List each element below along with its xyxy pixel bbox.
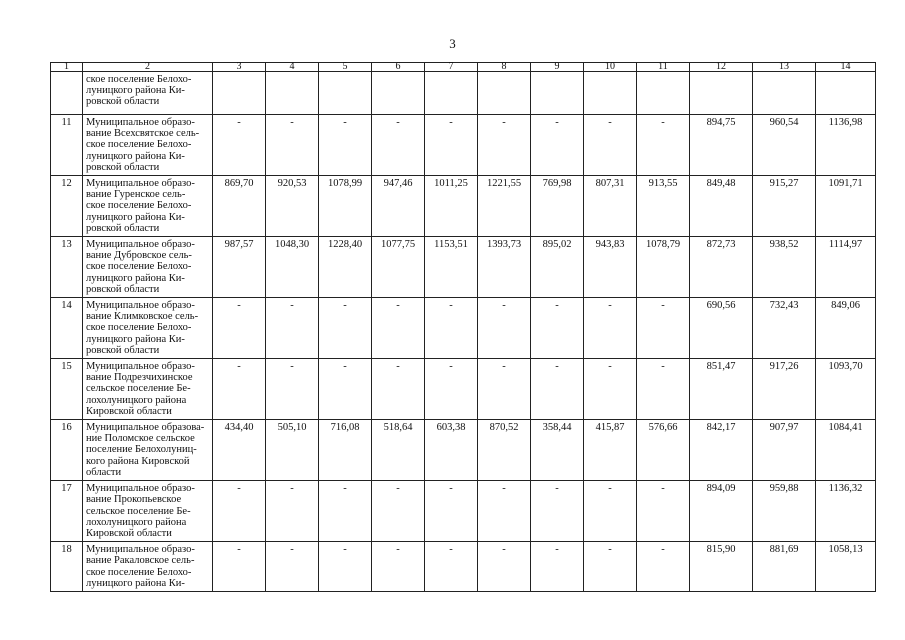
cell-value: -: [584, 542, 637, 592]
municipality-name: Муниципальное образо- вание Всехсвятское сель- ское поселение Белохо- луницкого района Ки- ровской области: [83, 115, 213, 176]
cell-value: 415,87: [584, 420, 637, 481]
cell-value: 1078,99: [319, 176, 372, 237]
cell-value: 959,88: [753, 481, 816, 542]
table-row: [51, 359, 876, 420]
row-number: [51, 72, 83, 115]
cell-value: 1136,98: [816, 115, 876, 176]
cell-value: -: [531, 359, 584, 420]
column-header: 4: [266, 63, 319, 72]
cell-value: 1093,70: [816, 359, 876, 420]
cell-value: [637, 72, 690, 115]
cell-value: -: [478, 298, 531, 359]
cell-value: 1011,25: [425, 176, 478, 237]
cell-value: 881,69: [753, 542, 816, 592]
column-header: 6: [372, 63, 425, 72]
cell-value: 716,08: [319, 420, 372, 481]
cell-value: -: [637, 115, 690, 176]
cell-value: 849,48: [690, 176, 753, 237]
row-number: 12: [51, 176, 83, 237]
cell-value: -: [637, 359, 690, 420]
cell-value: -: [531, 298, 584, 359]
cell-value: -: [531, 542, 584, 592]
cell-value: -: [319, 542, 372, 592]
municipality-name: Муниципальное образо- вание Прокопьевское сельское поселение Бе- лохолуницкого района Кировской области: [83, 481, 213, 542]
table-row: [51, 542, 876, 592]
cell-value: -: [266, 359, 319, 420]
cell-value: [753, 72, 816, 115]
cell-value: -: [478, 542, 531, 592]
cell-value: 960,54: [753, 115, 816, 176]
cell-value: 1078,79: [637, 237, 690, 298]
cell-value: -: [531, 115, 584, 176]
municipality-name: Муниципальное образо- вание Подрезчихинское сельское поселение Бе- лохолуницкого района Кировской области: [83, 359, 213, 420]
cell-value: -: [213, 359, 266, 420]
cell-value: 894,09: [690, 481, 753, 542]
cell-value: -: [266, 115, 319, 176]
cell-value: -: [637, 298, 690, 359]
column-header: 7: [425, 63, 478, 72]
cell-value: 1136,32: [816, 481, 876, 542]
cell-value: 1153,51: [425, 237, 478, 298]
cell-value: -: [425, 115, 478, 176]
cell-value: 920,53: [266, 176, 319, 237]
cell-value: 913,55: [637, 176, 690, 237]
column-header: 14: [816, 63, 876, 72]
column-header: 5: [319, 63, 372, 72]
cell-value: -: [372, 115, 425, 176]
cell-value: 947,46: [372, 176, 425, 237]
cell-value: [266, 72, 319, 115]
cell-value: -: [425, 359, 478, 420]
cell-value: -: [584, 115, 637, 176]
cell-value: 1393,73: [478, 237, 531, 298]
cell-value: 815,90: [690, 542, 753, 592]
row-number: 18: [51, 542, 83, 592]
cell-value: -: [372, 542, 425, 592]
cell-value: -: [637, 481, 690, 542]
cell-value: 1228,40: [319, 237, 372, 298]
municipality-name: Муниципальное образо- вание Гуренское сель- ское поселение Белохо- луницкого района Ки- ровской области: [83, 176, 213, 237]
cell-value: 938,52: [753, 237, 816, 298]
cell-value: [531, 72, 584, 115]
cell-value: [319, 72, 372, 115]
table-row: [51, 420, 876, 481]
municipality-name: ское поселение Белохо- луницкого района Ки- ровской области: [83, 72, 213, 115]
cell-value: 505,10: [266, 420, 319, 481]
table-row: [51, 237, 876, 298]
cell-value: -: [584, 481, 637, 542]
table-row: [51, 481, 876, 542]
cell-value: -: [478, 115, 531, 176]
cell-value: -: [266, 542, 319, 592]
cell-value: 870,52: [478, 420, 531, 481]
cell-value: 769,98: [531, 176, 584, 237]
data-table: [50, 62, 876, 592]
cell-value: -: [372, 481, 425, 542]
municipality-name: Муниципальное образо- вание Климковское сель- ское поселение Белохо- луницкого района Ки- ровской области: [83, 298, 213, 359]
cell-value: 894,75: [690, 115, 753, 176]
cell-value: 895,02: [531, 237, 584, 298]
cell-value: [372, 72, 425, 115]
row-number: 15: [51, 359, 83, 420]
cell-value: 943,83: [584, 237, 637, 298]
column-header: 1: [51, 63, 83, 72]
cell-value: 849,06: [816, 298, 876, 359]
cell-value: -: [372, 359, 425, 420]
column-header: 8: [478, 63, 531, 72]
row-number: 17: [51, 481, 83, 542]
cell-value: 690,56: [690, 298, 753, 359]
cell-value: -: [319, 115, 372, 176]
cell-value: -: [319, 359, 372, 420]
cell-value: 358,44: [531, 420, 584, 481]
cell-value: 1084,41: [816, 420, 876, 481]
column-header: 10: [584, 63, 637, 72]
cell-value: 907,97: [753, 420, 816, 481]
cell-value: -: [319, 298, 372, 359]
row-number: 14: [51, 298, 83, 359]
cell-value: -: [478, 481, 531, 542]
cell-value: 807,31: [584, 176, 637, 237]
cell-value: -: [584, 298, 637, 359]
cell-value: -: [213, 542, 266, 592]
table-row: [51, 115, 876, 176]
cell-value: -: [637, 542, 690, 592]
cell-value: 987,57: [213, 237, 266, 298]
cell-value: 732,43: [753, 298, 816, 359]
table-row: [51, 298, 876, 359]
cell-value: 603,38: [425, 420, 478, 481]
cell-value: -: [425, 542, 478, 592]
cell-value: -: [372, 298, 425, 359]
cell-value: 518,64: [372, 420, 425, 481]
cell-value: 1048,30: [266, 237, 319, 298]
cell-value: 869,70: [213, 176, 266, 237]
cell-value: [816, 72, 876, 115]
cell-value: 1221,55: [478, 176, 531, 237]
cell-value: 917,26: [753, 359, 816, 420]
column-header: 3: [213, 63, 266, 72]
cell-value: -: [213, 298, 266, 359]
cell-value: [213, 72, 266, 115]
cell-value: -: [425, 298, 478, 359]
cell-value: 434,40: [213, 420, 266, 481]
municipality-name: Муниципальное образова- ние Поломское сельское поселение Белохолуниц- кого района Кировской области: [83, 420, 213, 481]
municipality-name: Муниципальное образо- вание Ракаловское сель- ское поселение Белохо- луницкого района Ки-: [83, 542, 213, 592]
column-header: 13: [753, 63, 816, 72]
column-header: 2: [83, 63, 213, 72]
column-header: 12: [690, 63, 753, 72]
cell-value: 576,66: [637, 420, 690, 481]
cell-value: -: [213, 115, 266, 176]
cell-value: -: [266, 481, 319, 542]
cell-value: -: [425, 481, 478, 542]
cell-value: 915,27: [753, 176, 816, 237]
row-number: 13: [51, 237, 83, 298]
column-number-row: [51, 63, 876, 72]
cell-value: 1077,75: [372, 237, 425, 298]
cell-value: -: [584, 359, 637, 420]
table-row: [51, 72, 876, 115]
cell-value: [690, 72, 753, 115]
table-row: [51, 176, 876, 237]
column-header: 11: [637, 63, 690, 72]
cell-value: 851,47: [690, 359, 753, 420]
cell-value: -: [478, 359, 531, 420]
cell-value: [425, 72, 478, 115]
row-number: 11: [51, 115, 83, 176]
cell-value: 842,17: [690, 420, 753, 481]
cell-value: 872,73: [690, 237, 753, 298]
cell-value: 1091,71: [816, 176, 876, 237]
municipality-name: Муниципальное образо- вание Дубровское сель- ское поселение Белохо- луницкого района Ки- ровской области: [83, 237, 213, 298]
row-number: 16: [51, 420, 83, 481]
cell-value: -: [266, 298, 319, 359]
column-header: 9: [531, 63, 584, 72]
cell-value: -: [531, 481, 584, 542]
cell-value: -: [319, 481, 372, 542]
page-number: 3: [449, 36, 456, 51]
cell-value: -: [213, 481, 266, 542]
cell-value: [584, 72, 637, 115]
cell-value: 1058,13: [816, 542, 876, 592]
cell-value: 1114,97: [816, 237, 876, 298]
cell-value: [478, 72, 531, 115]
